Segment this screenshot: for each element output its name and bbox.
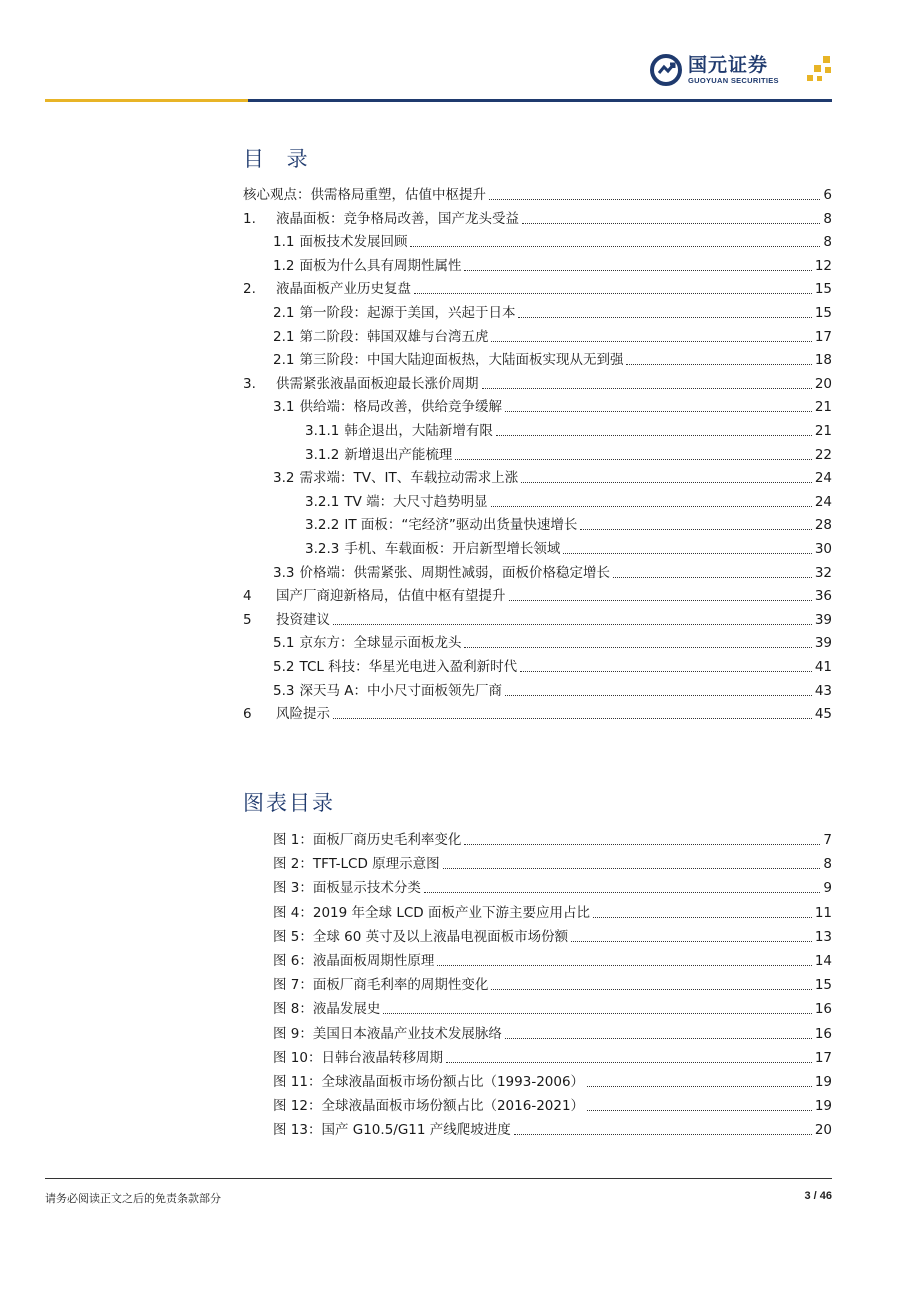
- dot-leader: [505, 1038, 812, 1039]
- toc-entry[interactable]: [273, 826, 832, 849]
- dot-leader: [437, 965, 811, 966]
- toc-entry-title: 图 6：液晶面板周期性原理: [273, 953, 435, 969]
- toc-entry-page: 19: [814, 1098, 832, 1115]
- toc-entry-title: 第三阶段：中国大陆迎面板热，大陆面板实现从无到强: [299, 352, 624, 369]
- toc-entry-title: 供需紧张液晶面板迎最长涨价周期: [276, 375, 479, 392]
- toc-entry-title: 投资建议: [276, 611, 330, 628]
- toc-entry-title: 图 1：面板厂商历史毛利率变化: [273, 832, 462, 848]
- toc-entry-page: 20: [814, 1122, 832, 1139]
- toc-entry-number: 3.2.2: [305, 517, 340, 534]
- toc-entry-page: 19: [814, 1074, 832, 1090]
- toc-entry-page: 39: [814, 635, 832, 652]
- toc-entry-number: 2.1: [273, 328, 295, 345]
- toc-entry[interactable]: [273, 464, 832, 487]
- toc-entry-title: 深天马 A：中小尺寸面板领先厂商: [299, 682, 503, 699]
- header-rule-navy: [248, 99, 832, 102]
- footer-rule: [45, 1178, 832, 1179]
- toc-entry-page: 8: [823, 210, 832, 227]
- toc-entry-page: 45: [814, 706, 832, 723]
- toc-entry-page: 14: [814, 953, 832, 969]
- dot-leader: [424, 892, 821, 893]
- toc-entry-title: 图 9：美国日本液晶产业技术发展脉络: [273, 1025, 502, 1042]
- toc-entry-number: 5.1: [273, 635, 295, 652]
- toc-entry-number: 2.1: [273, 305, 295, 321]
- dot-leader: [505, 695, 812, 696]
- toc-entry[interactable]: [273, 323, 832, 346]
- toc-entry-page: 15: [814, 977, 832, 994]
- toc-entry-title: 图 5：全球 60 英寸及以上液晶电视面板市场份额: [273, 928, 569, 945]
- toc-entry-number: 4: [243, 588, 252, 605]
- toc-entry-page: 11: [814, 904, 832, 921]
- toc-entry-page: 21: [814, 399, 832, 416]
- toc-entry-page: 17: [814, 1049, 832, 1066]
- dot-leader: [522, 223, 820, 224]
- toc-entry-title: 韩企退出，大陆新增有限: [344, 423, 493, 439]
- toc-entry[interactable]: [273, 653, 832, 676]
- dot-leader: [518, 317, 811, 318]
- dot-leader: [489, 199, 820, 200]
- toc-entry-number: 2.1: [273, 352, 295, 369]
- toc-entry-number: 3.3: [273, 564, 295, 581]
- toc-entry-title: 液晶面板产业历史复盘: [276, 281, 411, 298]
- dot-leader: [496, 435, 812, 436]
- toc-entry-page: 15: [814, 305, 832, 321]
- toc-entry[interactable]: [273, 393, 832, 416]
- toc-entry-page: 41: [814, 659, 832, 675]
- toc-entry-page: 17: [814, 328, 832, 345]
- header-rule-gold: [45, 99, 248, 102]
- toc-entry-page: 39: [814, 611, 832, 628]
- dot-leader: [505, 411, 812, 412]
- toc-entry[interactable]: [243, 205, 832, 228]
- toc-entry-number: 5.2: [273, 659, 295, 675]
- toc-entry[interactable]: [273, 1092, 832, 1115]
- toc-entry[interactable]: [243, 275, 832, 298]
- gold-squares-decoration-icon: [805, 56, 833, 86]
- toc-entry-page: 8: [823, 856, 832, 873]
- toc-entry[interactable]: [273, 629, 832, 652]
- toc-entry[interactable]: [273, 299, 832, 322]
- toc-entry[interactable]: [273, 874, 832, 897]
- toc-entry[interactable]: [273, 1044, 832, 1067]
- toc-entry-page: 24: [814, 493, 832, 510]
- toc-entry[interactable]: [243, 606, 832, 629]
- toc-entry-number: 3.2.3: [305, 541, 340, 557]
- figure-list-heading: 图表目录: [243, 791, 335, 815]
- toc-entry[interactable]: [273, 971, 832, 994]
- toc-entry-page: 32: [814, 564, 832, 581]
- toc-entry-number: 3.1: [273, 399, 295, 416]
- toc-entry[interactable]: [243, 700, 832, 723]
- dot-leader: [464, 844, 820, 845]
- toc-entry[interactable]: [305, 417, 832, 440]
- toc-entry-title: 风险提示: [276, 706, 330, 723]
- logo-chinese-name: 国元证券: [688, 53, 769, 76]
- toc-entry-title: 面板为什么具有周期性属性: [299, 257, 462, 274]
- toc-entry-page: 43: [814, 682, 832, 699]
- toc-entry-title: 第一阶段：起源于美国，兴起于日本: [299, 305, 516, 321]
- toc-entry-title: 京东方：全球显示面板龙头: [299, 635, 462, 652]
- dot-leader: [491, 989, 811, 990]
- guoyuan-logo-icon: [650, 54, 682, 86]
- toc-entry-number: 3.1.2: [305, 446, 340, 463]
- toc-entry-page: 36: [814, 588, 832, 605]
- toc-entry-title: TV 端：大尺寸趋势明显: [344, 493, 488, 510]
- toc-entry-title: 图 2：TFT-LCD 原理示意图: [273, 856, 440, 873]
- toc-entry-number: 1.1: [273, 234, 295, 251]
- toc-entry[interactable]: [273, 995, 832, 1018]
- toc-entry-number: 1.: [243, 210, 256, 227]
- dot-leader: [520, 671, 812, 672]
- dot-leader: [580, 529, 811, 530]
- toc-entry-number: 2.: [243, 281, 256, 298]
- toc-entry[interactable]: [305, 441, 832, 464]
- toc-entry[interactable]: [273, 1068, 832, 1091]
- toc-entry[interactable]: [273, 1020, 832, 1043]
- toc-entry[interactable]: [273, 677, 832, 700]
- toc-entry[interactable]: [305, 511, 832, 534]
- dot-leader: [333, 624, 812, 625]
- logo-english-name: GUOYUAN SECURITIES: [688, 75, 779, 85]
- toc-entry[interactable]: [273, 850, 832, 873]
- toc-entry[interactable]: [273, 899, 832, 922]
- toc-entry-page: 8: [823, 234, 832, 251]
- footer-disclaimer: 请务必阅读正文之后的免责条款部分: [45, 1192, 221, 1205]
- toc-entry-page: 16: [814, 1025, 832, 1042]
- toc-entry-title: 价格端：供需紧张、周期性减弱，面板价格稳定增长: [299, 564, 610, 581]
- toc-entry-title: 液晶面板：竞争格局改善，国产龙头受益: [276, 210, 519, 227]
- toc-entry-title: 手机、车载面板：开启新型增长领域: [344, 541, 561, 557]
- dot-leader: [383, 1013, 811, 1014]
- toc-entry-title: 供给端：格局改善，供给竞争缓解: [299, 399, 502, 416]
- toc-entry-number: 5.3: [273, 682, 295, 699]
- toc-entry-page: 21: [814, 423, 832, 439]
- toc-entry-page: 6: [823, 187, 832, 203]
- dot-leader: [464, 270, 811, 271]
- toc-entry-title: 图 13：国产 G10.5/G11 产线爬坡进度: [273, 1122, 511, 1139]
- toc-entry-number: 6: [243, 706, 252, 723]
- toc-entry-title: 图 4：2019 年全球 LCD 面板产业下游主要应用占比: [273, 904, 590, 921]
- dot-leader: [464, 647, 811, 648]
- toc-heading: 目 录: [243, 147, 316, 171]
- toc-entry[interactable]: [243, 370, 832, 393]
- toc-entry-page: 12: [814, 257, 832, 274]
- toc-entry-page: 30: [814, 541, 832, 557]
- dot-leader: [333, 718, 812, 719]
- toc-entry-page: 18: [814, 352, 832, 369]
- dot-leader: [446, 1062, 812, 1063]
- toc-entry-title: 核心观点：供需格局重塑，估值中枢提升: [243, 187, 486, 203]
- dot-leader: [482, 388, 812, 389]
- toc-entry[interactable]: [305, 488, 832, 511]
- toc-entry-page: 9: [823, 880, 832, 897]
- toc-entry[interactable]: [273, 346, 832, 369]
- toc-entry-title: 第二阶段：韩国双雄与台湾五虎: [299, 328, 489, 345]
- toc-entry-title: 图 10：日韩台液晶转移周期: [273, 1049, 443, 1066]
- dot-leader: [587, 1086, 812, 1087]
- toc-entry[interactable]: [273, 923, 832, 946]
- toc-entry-page: 15: [814, 281, 832, 298]
- toc-entry[interactable]: [305, 535, 832, 558]
- toc-entry-number: 1.2: [273, 257, 295, 274]
- company-logo: [650, 52, 779, 88]
- dot-leader: [491, 341, 811, 342]
- toc-entry-number: 3.2.1: [305, 493, 340, 510]
- toc-entry-number: 3.1.1: [305, 423, 340, 439]
- dot-leader: [563, 553, 811, 554]
- toc-entry-page: 13: [814, 928, 832, 945]
- toc-entry-title: 图 7：面板厂商毛利率的周期性变化: [273, 977, 489, 994]
- toc-entry-title: 图 3：面板显示技术分类: [273, 880, 421, 897]
- toc-entry-title: 国产厂商迎新格局，估值中枢有望提升: [276, 588, 506, 605]
- dot-leader: [613, 577, 812, 578]
- toc-entry-page: 16: [814, 1001, 832, 1018]
- toc-entry-title: 图 12：全球液晶面板市场份额占比（2016-2021）: [273, 1098, 585, 1115]
- dot-leader: [414, 293, 812, 294]
- toc-entry[interactable]: [243, 582, 832, 605]
- footer-page-number: 3 / 46: [804, 1190, 832, 1202]
- dot-leader: [587, 1110, 812, 1111]
- dot-leader: [626, 364, 811, 365]
- dot-leader: [593, 917, 812, 918]
- toc-entry-page: 22: [814, 446, 832, 463]
- dot-leader: [571, 941, 812, 942]
- toc-entry-title: IT 面板：“宅经济”驱动出货量快速增长: [344, 517, 578, 534]
- toc-entry-page: 7: [823, 832, 832, 848]
- dot-leader: [491, 506, 812, 507]
- toc-entry-page: 24: [814, 470, 832, 487]
- toc-entry[interactable]: [243, 181, 832, 204]
- toc-entry-number: 3.: [243, 375, 256, 392]
- dot-leader: [509, 600, 812, 601]
- dot-leader: [514, 1134, 812, 1135]
- toc-entry-page: 28: [814, 517, 832, 534]
- toc-entry-title: 图 11：全球液晶面板市场份额占比（1993-2006）: [273, 1074, 585, 1090]
- toc-entry[interactable]: [273, 252, 832, 275]
- dot-leader: [521, 482, 812, 483]
- toc-entry[interactable]: [273, 1116, 832, 1139]
- toc-entry[interactable]: [273, 559, 832, 582]
- toc-entry-title: 图 8：液晶发展史: [273, 1001, 381, 1018]
- dot-leader: [443, 868, 821, 869]
- dot-leader: [410, 246, 820, 247]
- dot-leader: [455, 459, 811, 460]
- toc-entry-number: 3.2: [273, 470, 295, 487]
- toc-entry-number: 5: [243, 611, 252, 628]
- toc-entry-page: 20: [814, 375, 832, 392]
- toc-entry-title: 面板技术发展回顾: [299, 234, 408, 251]
- toc-entry-title: TCL 科技：华星光电进入盈利新时代: [299, 659, 518, 675]
- toc-entry[interactable]: [273, 228, 832, 251]
- toc-entry[interactable]: [273, 947, 832, 970]
- page-header: [0, 0, 920, 104]
- toc-entry-title: 新增退出产能梳理: [344, 446, 453, 463]
- toc-entry-title: 需求端：TV、IT、车载拉动需求上涨: [299, 470, 519, 487]
